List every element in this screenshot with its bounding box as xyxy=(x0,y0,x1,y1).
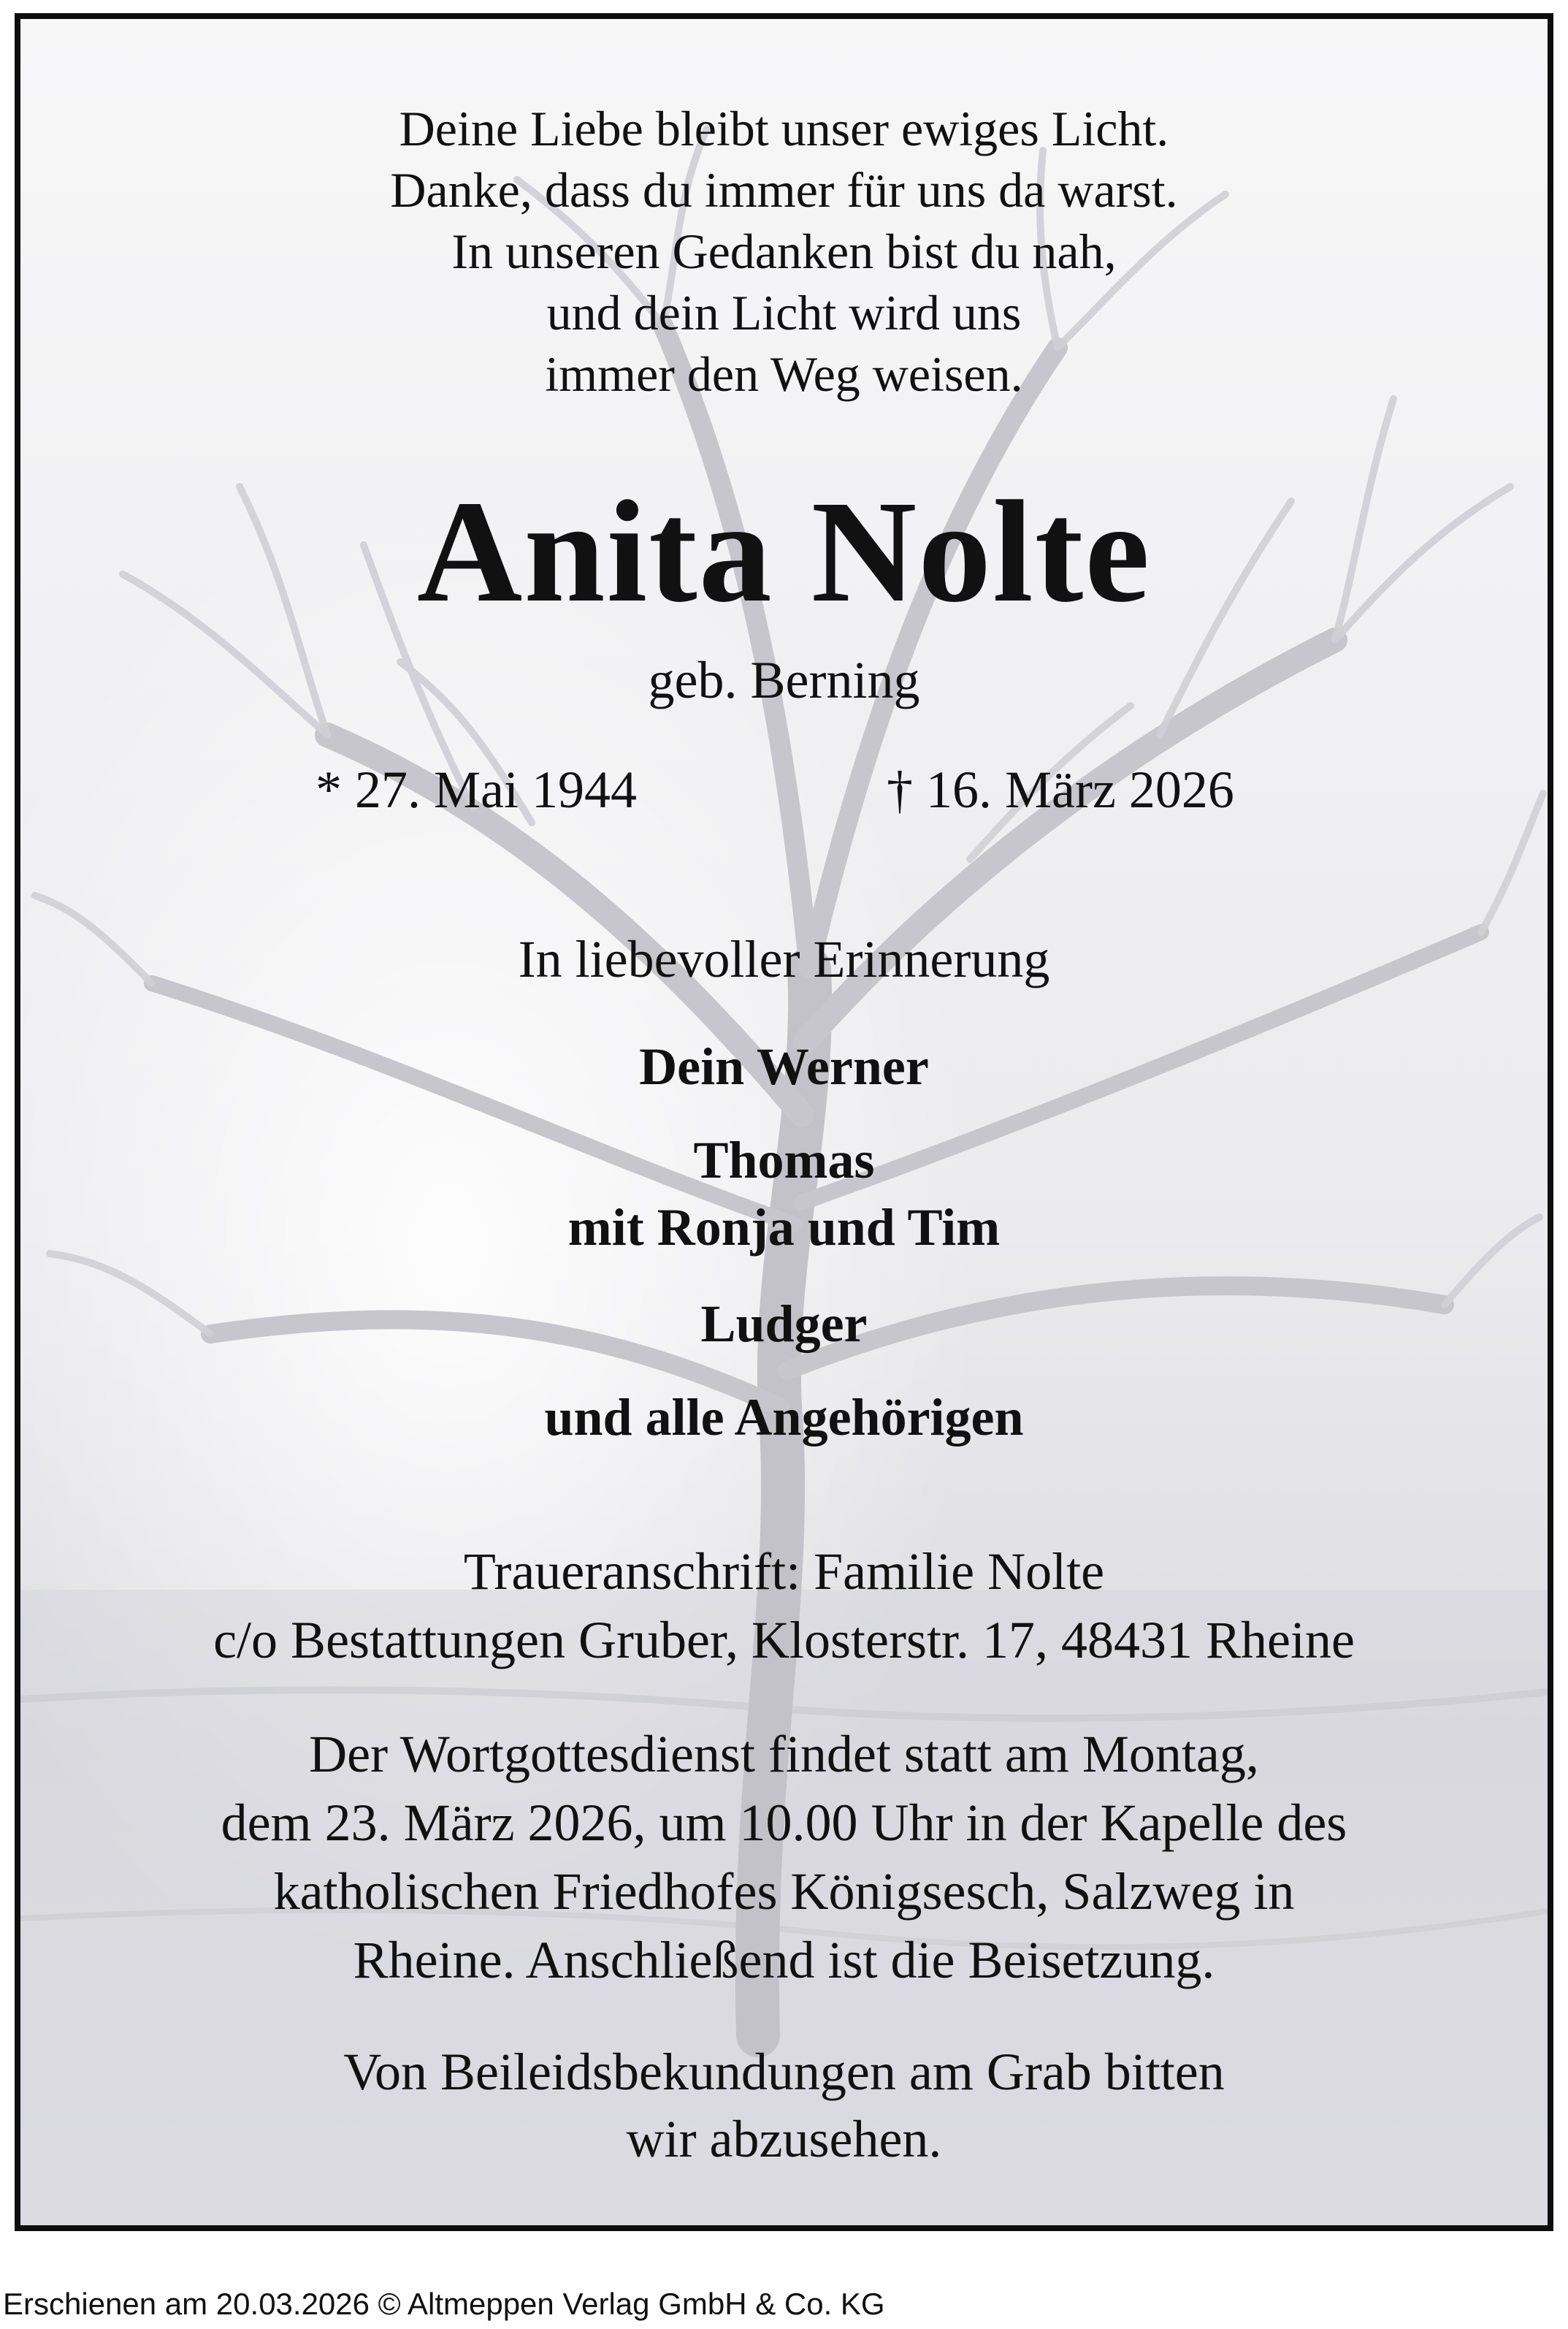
deceased-name: Anita Nolte xyxy=(416,471,1152,633)
mourner-son-2: Ludger xyxy=(700,1295,868,1353)
mourner-spouse: Dein Werner xyxy=(639,1037,929,1096)
poem xyxy=(20,98,1548,405)
service-line: Der Wortgottesdienst findet statt am Montag, xyxy=(309,1725,1259,1783)
poem-line: Deine Liebe bleibt unser ewiges Licht. xyxy=(399,101,1169,156)
service-line: dem 23. März 2026, um 10.00 Uhr in der Kapelle des xyxy=(221,1794,1347,1852)
publication-footer: Erschienen am 20.03.2026 © Altmeppen Verlag GmbH & Co. KG xyxy=(3,2287,885,2321)
obituary-content xyxy=(20,19,1548,2225)
service-line: katholischen Friedhofes Königsesch, Salzweg in xyxy=(273,1862,1295,1921)
mourner-son: Thomas xyxy=(693,1131,875,1189)
service-info xyxy=(20,1720,1548,1994)
poem-line: immer den Weg weisen. xyxy=(545,346,1023,402)
service-line: Rheine. Anschließend ist die Beisetzung. xyxy=(353,1931,1215,1989)
address-line: Traueranschrift: Familie Nolte xyxy=(463,1542,1105,1601)
poem-line: und dein Licht wird uns xyxy=(546,285,1022,340)
mourning-address xyxy=(20,1537,1548,1674)
birth-date: * 27. Mai 1944 xyxy=(315,761,637,819)
memory-line: In liebevoller Erinnerung xyxy=(518,930,1050,988)
mourner-relatives: und alle Angehörigen xyxy=(544,1388,1024,1446)
obituary-frame xyxy=(15,13,1553,2231)
death-date: † 16. März 2026 xyxy=(887,761,1234,819)
mourner-grandchildren: mit Ronja und Tim xyxy=(567,1198,1001,1257)
condolence-line: Von Beileidsbekundungen am Grab bitten xyxy=(343,2043,1225,2101)
maiden-name: geb. Berning xyxy=(648,651,920,709)
condolence-note xyxy=(20,2038,1548,2173)
condolence-line: wir abzusehen. xyxy=(626,2110,942,2168)
poem-line: In unseren Gedanken bist du nah, xyxy=(451,224,1117,279)
address-line: c/o Bestattungen Gruber, Klosterstr. 17, 48431 Rheine xyxy=(213,1611,1355,1669)
mourner-son-family xyxy=(20,1127,1548,1261)
poem-line: Danke, dass du immer für uns da warst. xyxy=(390,162,1178,218)
